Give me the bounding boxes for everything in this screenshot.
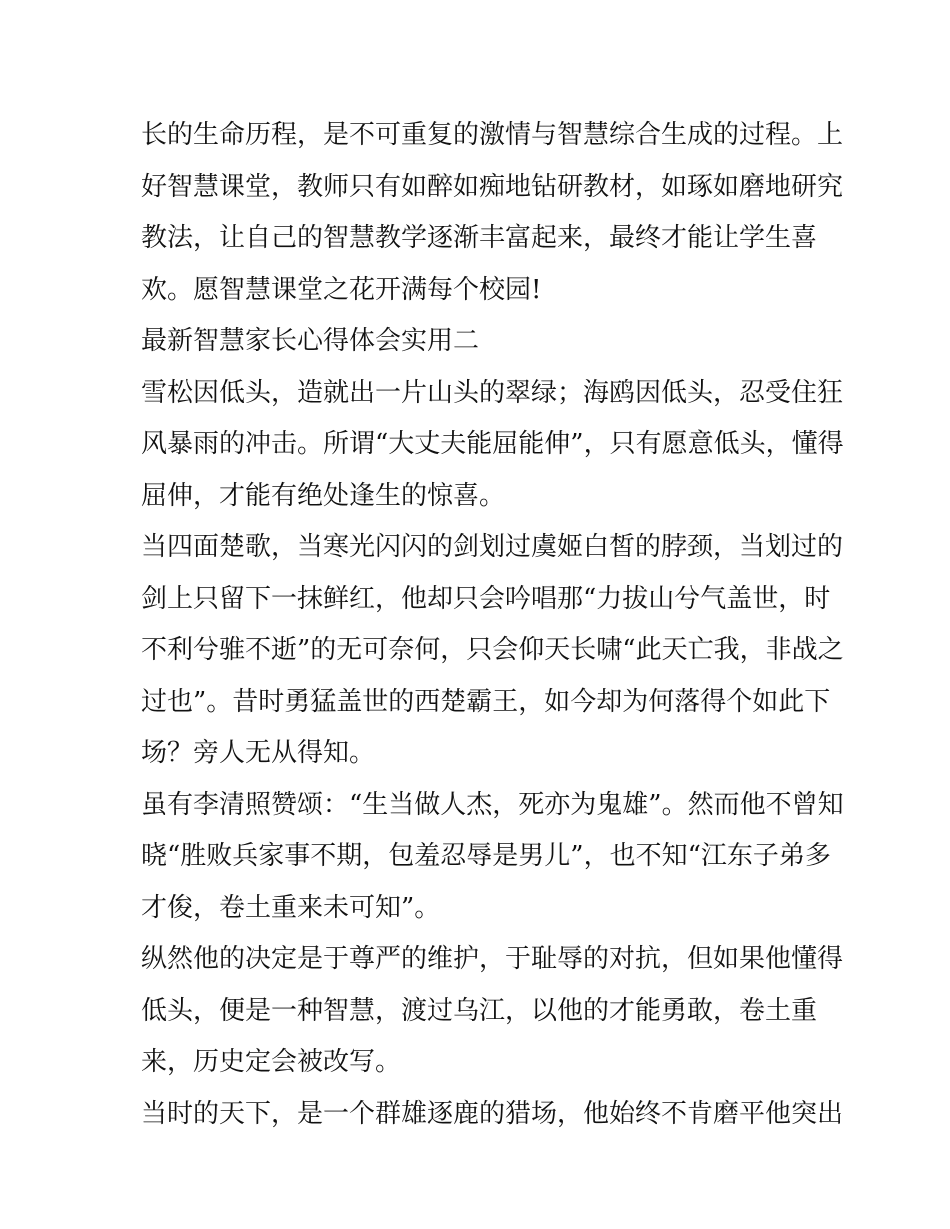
text-line: 雪松因低头，造就出一片山头的翠绿；海鸥因低头，忍受住狂 <box>141 377 844 408</box>
text-line: 才俊，卷土重来未可知”。 <box>141 892 441 923</box>
text-line: 纵然他的决定是于尊严的维护，于耻辱的对抗，但如果他懂得 <box>141 944 844 974</box>
text-line: 不利兮骓不逝”的无可奈何，只会仰天长啸“此天亡我，非战之 <box>141 635 844 665</box>
document-body <box>141 110 844 1140</box>
text-line: 晓“胜败兵家事不期，包羞忍辱是男儿”，也不知“江东子弟多 <box>141 841 831 871</box>
text-line: 屈伸，才能有绝处逢生的惊喜。 <box>141 480 506 511</box>
text-line: 过也”。昔时勇猛盖世的西楚霸王，如今却为何落得个如此下 <box>141 686 831 717</box>
text-line: 教法，让自己的智慧教学逐渐丰富起来，最终才能让学生喜 <box>141 223 818 253</box>
text-line: 当四面楚歌，当寒光闪闪的剑划过虞姬白皙的脖颈，当划过的 <box>141 532 844 562</box>
text-line: 当时的天下，是一个群雄逐鹿的猎场，他始终不肯磨平他突出 <box>141 1098 844 1129</box>
text-line: 长的生命历程，是不可重复的激情与智慧综合生成的过程。上 <box>141 120 844 150</box>
text-line: 风暴雨的冲击。所谓“大丈夫能屈能伸”，只有愿意低头，懂得 <box>141 429 844 459</box>
text-line: 虽有李清照赞颂：“生当做人杰，死亦为鬼雄”。然而他不曾知 <box>141 789 844 820</box>
text-line: 场？旁人无从得知。 <box>141 738 376 768</box>
section-heading: 最新智慧家长心得体会实用二 <box>141 326 480 356</box>
text-line: 剑上只留下一抹鲜红，他却只会吟唱那“力拔山兮气盖世，时 <box>141 583 831 614</box>
text-line: 好智慧课堂，教师只有如醉如痴地钻研教材，如琢如磨地研究 <box>141 171 844 202</box>
text-line: 低头，便是一种智慧，渡过乌江，以他的才能勇敢，卷土重 <box>141 995 818 1026</box>
text-line: 欢。愿智慧课堂之花开满每个校园! <box>141 274 542 305</box>
text-line: 来，历史定会被改写。 <box>141 1047 402 1077</box>
